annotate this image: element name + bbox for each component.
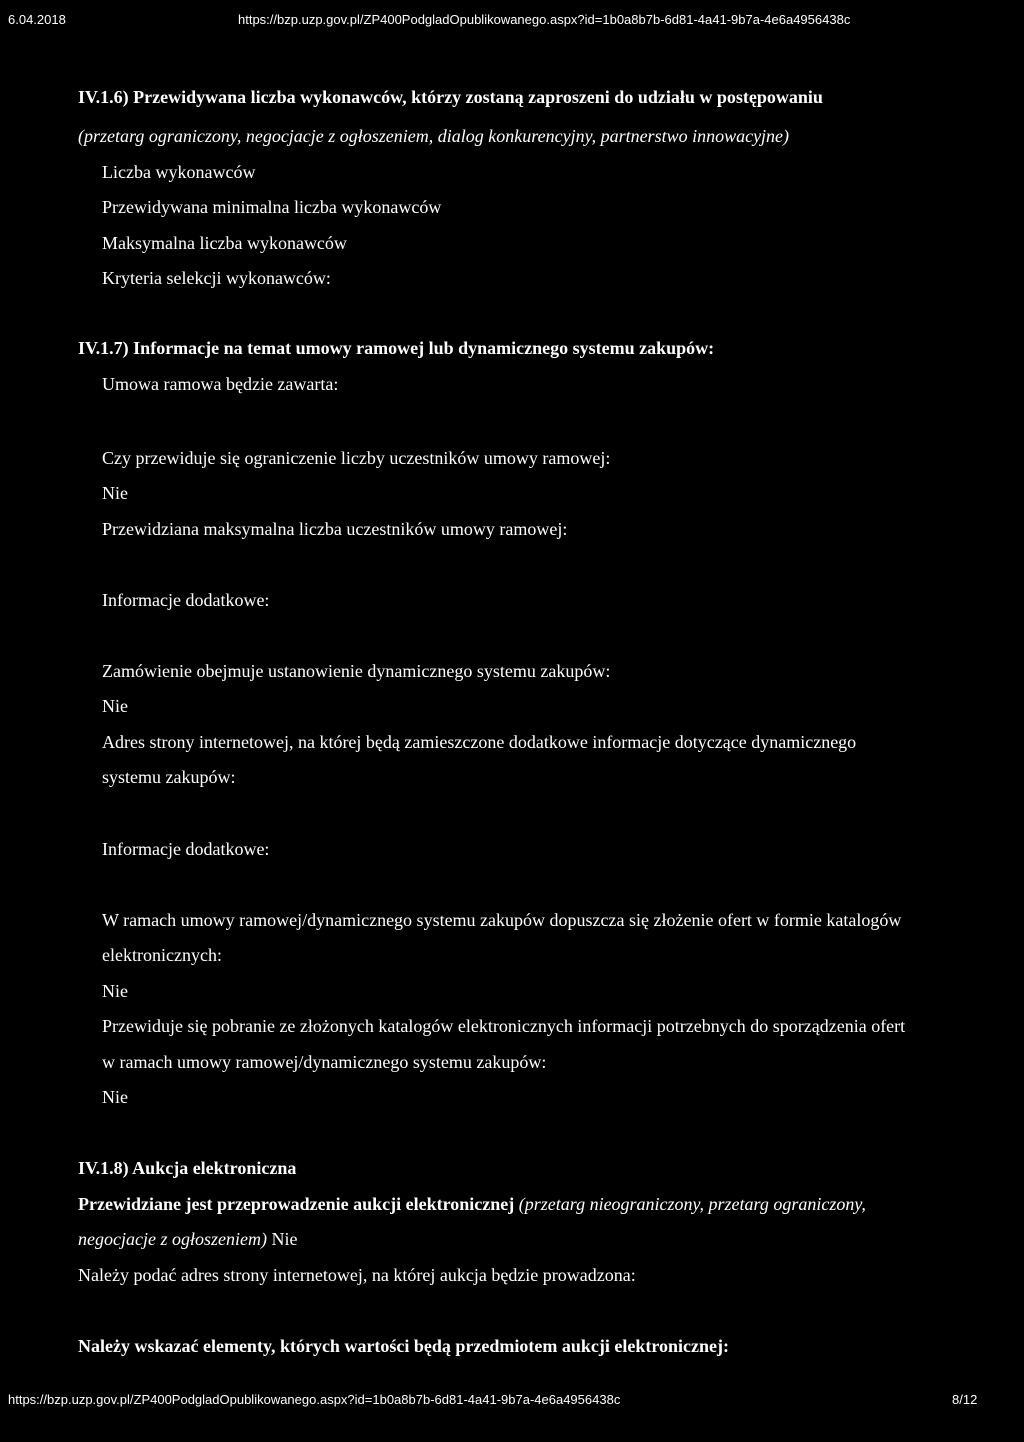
aukcja-question-label: Przewidziane jest przeprowadzenie aukcji elektronicznej [78,1194,515,1214]
label-ograniczenie-uczestnikow: Czy przewiduje się ograniczenie liczby uczestników umowy ramowej: [102,448,611,468]
label-pobranie-line1: Przewiduje się pobranie ze złożonych katalogów elektronicznych informacji potrzebnych do sporządzenia ofert [102,1016,906,1036]
label-umowa-ramowa: Umowa ramowa będzie zawarta: [102,374,339,394]
aukcja-question-value: Nie [271,1229,298,1249]
value-dynamiczny-system: Nie [102,696,128,716]
aukcja-question-note-2: negocjacje z ogłoszeniem) [78,1229,267,1249]
label-adres-aukcji: Należy podać adres strony internetowej, na której aukcja będzie prowadzona: [78,1265,636,1285]
label-liczba-wykonawcow: Liczba wykonawców [102,162,256,182]
section-iv-1-7-title: IV.1.7) Informacje na temat umowy ramowej lub dynamicznego systemu zakupów: [78,338,715,358]
label-adres-strony-line1: Adres strony internetowej, na której będą zamieszczone dodatkowe informacje dotyczące dynamicznego [102,732,857,752]
label-adres-strony-line2: systemu zakupów: [102,767,236,787]
label-pobranie-line2: w ramach umowy ramowej/dynamicznego systemu zakupów: [102,1052,547,1072]
value-pobranie: Nie [102,1087,128,1107]
label-max-liczba: Maksymalna liczba wykonawców [102,233,347,253]
label-informacje-dodatkowe-2: Informacje dodatkowe: [102,839,270,859]
label-max-uczestnikow: Przewidziana maksymalna liczba uczestników umowy ramowej: [102,519,568,539]
section-iv-1-8-title: IV.1.8) Aukcja elektroniczna [78,1158,297,1178]
aukcja-question-line1 [78,1193,866,1215]
label-katalogi-line1: W ramach umowy ramowej/dynamicznego systemu zakupów dopuszcza się złożenie ofert w formie katalogów [102,910,902,930]
aukcja-question-line2 [78,1228,297,1250]
footer-url: https://bzp.uzp.gov.pl/ZP400PodgladOpublikowanego.aspx?id=1b0a8b7b-6d81-4a41-9b7a-4e6a4956438c [8,1392,621,1407]
section-iv-1-6-title: IV.1.6) Przewidywana liczba wykonawców, którzy zostaną zaproszeni do udziału w postępowaniu [78,87,823,107]
label-elementy-aukcji: Należy wskazać elementy, których wartości będą przedmiotem aukcji elektronicznej: [78,1336,730,1356]
label-informacje-dodatkowe-1: Informacje dodatkowe: [102,590,270,610]
label-min-liczba: Przewidywana minimalna liczba wykonawców [102,197,442,217]
label-katalogi-line2: elektronicznych: [102,945,222,965]
print-date: 6.04.2018 [8,12,66,27]
section-iv-1-6-subtitle: (przetarg ograniczony, negocjacje z ogłoszeniem, dialog konkurencyjny, partnerstwo innowacyjne) [78,126,790,146]
label-kryteria-selekcji: Kryteria selekcji wykonawców: [102,268,331,288]
value-katalogi: Nie [102,981,128,1001]
value-ograniczenie-uczestnikow: Nie [102,483,128,503]
label-dynamiczny-system: Zamówienie obejmuje ustanowienie dynamicznego systemu zakupów: [102,661,611,681]
aukcja-question-note: (przetarg nieograniczony, przetarg ograniczony, [518,1194,866,1214]
page-number: 8/12 [952,1392,978,1407]
header-url: https://bzp.uzp.gov.pl/ZP400PodgladOpublikowanego.aspx?id=1b0a8b7b-6d81-4a41-9b7a-4e6a4956438c [238,12,851,27]
